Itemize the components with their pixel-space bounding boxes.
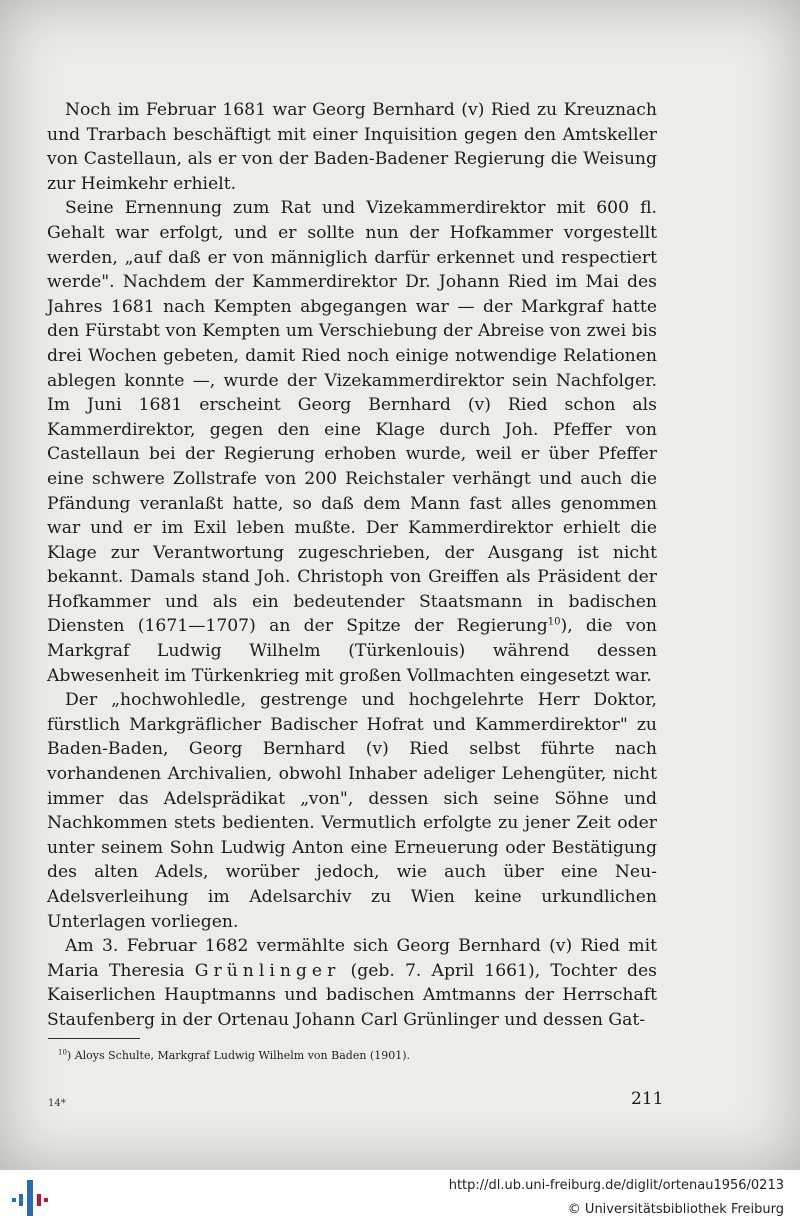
paragraph-2-part-2: ), die von Markgraf Ludwig Wilhelm (Türkenlouis) während dessen Abwesenheit im Türkenkrieg mit großen Vollmachten eingesetzt war.: [47, 616, 657, 686]
printer-signature: 14*: [48, 1098, 66, 1109]
paragraph-3: Der „hochwohledle, gestrenge und hochgelehrte Herr Doktor, fürstlich Markgräflicher Badischer Hofrat und Kammerdirektor" zu Baden-Baden, Georg Bernhard (v) Ried selbst führte nach vorhandenen Archivalien, obwohl Inhaber adeliger Lehengüter, nicht immer das Adelsprädikat „von", dessen sich seine Söhne und Nachkommen stets bedienten. Vermutlich erfolgte zu jener Zeit oder unter seinem Sohn Ludwig Anton eine Erneuerung oder Bestätigung des alten Adels, worüber jedoch, wie auch über eine Neu-Adelsverleihung im Adelsarchiv zu Wien keine urkundlichen Unterlagen vorliegen.: [47, 690, 657, 932]
footnote-divider: [48, 1038, 140, 1039]
spaced-surname: Grünlinger: [194, 960, 341, 981]
footnote-marker: 10: [58, 1048, 67, 1057]
paragraph-1: Noch im Februar 1681 war Georg Bernhard (v) Ried zu Kreuznach und Trarbach beschäftigt mit einer Inquisition gegen den Amtskeller von Castellaun, als er von der Baden-Badener Regierung die Weisung zur Heimkehr erhielt.: [47, 100, 657, 194]
paragraph-2-part-1: Seine Ernennung zum Rat und Vizekammerdirektor mit 600 fl. Gehalt war erfolgt, und er sollte nun der Hofkammer vorgestellt werden, „auf daß er von männiglich darfür erkennet und respectiert werde". Nachdem der Kammerdirektor Dr. Johann Ried im Mai des Jahres 1681 nach Kempten abgegangen war — der Markgraf hatte den Fürstabt von Kempten um Verschiebung der Abreise von zwei bis drei Wochen gebeten, damit Ried noch einige notwendige Relationen ablegen konnte —, wurde der Vizekammerdirektor sein Nachfolger. Im Juni 1681 erscheint Georg Bernhard (v) Ried schon als Kammerdirektor, gegen den eine Klage durch Joh. Pfeffer von Castellaun bei der Regierung erhoben wurde, weil er über Pfeffer eine schwere Zollstrafe von 200 Reichstaler verhängt und auch die Pfändung veranlaßt hatte, so daß dem Mann fast alles genommen war und er im Exil leben mußte. Der Kammerdirektor erhielt die Klage zur Verantwortung zugeschrieben, der Ausgang ist nicht bekannt. Damals stand Joh. Christoph von Greiffen als Präsident der Hofkammer und als ein bedeutender Staatsmann in badischen Diensten (1671—1707) an der Spitze der Regierung: [47, 198, 657, 637]
footnote: [58, 1049, 658, 1062]
paragraph-2: [47, 196, 657, 688]
footnote-text: ) Aloys Schulte, Markgraf Ludwig Wilhelm von Baden (1901).: [66, 1049, 410, 1062]
copyright-notice: © Universitätsbibliothek Freiburg: [567, 1202, 784, 1217]
university-library-logo-icon: [10, 1178, 50, 1218]
paragraph-4-part-1: Am 3. Februar 1682 vermählte sich Georg Bernhard (v) Ried mit Maria Theresia: [47, 936, 657, 981]
paragraph-4-part-2: (geb. 7. April 1661), Tochter des Kaiserlichen Hauptmanns und badischen Amtmanns der Herrschaft Staufenberg in der Ortenau Johann Carl Grünlinger und dessen Gat-: [47, 960, 657, 1030]
library-footer: [0, 1170, 800, 1226]
paragraph-4: [47, 934, 657, 1032]
footnote-reference[interactable]: 10: [547, 616, 561, 628]
page-number: 211: [631, 1089, 664, 1109]
body-text: [47, 98, 657, 1033]
permalink-url[interactable]: http://dl.ub.uni-freiburg.de/diglit/ortenau1956/0213: [448, 1178, 784, 1193]
